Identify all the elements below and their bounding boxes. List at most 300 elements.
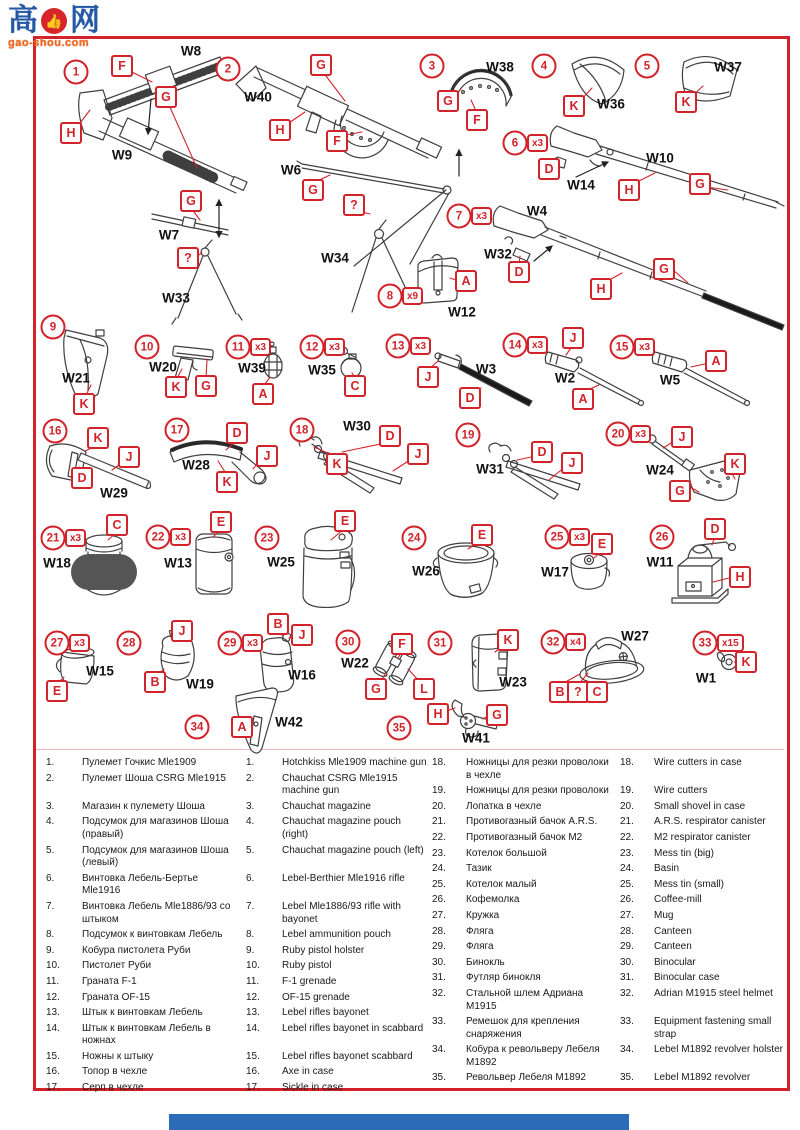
parts-list-row: [46, 801, 420, 814]
item-8-number-badge: 8: [378, 284, 403, 309]
parts-list-row: [46, 873, 420, 898]
part-label-W34: W34: [321, 250, 349, 266]
letter-code-G: G: [669, 480, 691, 502]
parts-list-row: [432, 863, 780, 876]
item-number: 32.: [620, 987, 634, 999]
item-name-ru: Серп в чехле: [82, 1082, 144, 1094]
letter-code-B: B: [267, 613, 289, 635]
part-label-W35: W35: [308, 362, 336, 378]
item-name-en: Small shovel in case: [654, 800, 746, 812]
item-number: 34.: [620, 1044, 634, 1056]
item-name-en: Ruby pistol holster: [282, 944, 365, 956]
letter-code-K: K: [724, 453, 746, 475]
item-number: 13.: [46, 1007, 60, 1019]
item-name-en: Lebel rifles bayonet: [282, 1007, 369, 1019]
item-number: 25.: [620, 878, 634, 890]
letter-code-G: G: [302, 179, 324, 201]
item-number: 26.: [432, 894, 446, 906]
item-32-quantity-badge: x4: [565, 633, 586, 651]
item-27-number-badge: 27: [45, 631, 70, 656]
item-number: 33.: [620, 1016, 634, 1028]
item-23-number-badge: 23: [255, 526, 280, 551]
parts-list-row: [432, 848, 780, 861]
parts-list-row: [46, 1082, 420, 1095]
item-name-en: Mess tin (small): [654, 878, 725, 890]
letter-code-J: J: [417, 366, 439, 388]
letter-code-G: G: [653, 258, 675, 280]
part-label-W33: W33: [162, 290, 190, 306]
letter-code-B: B: [549, 681, 571, 703]
item-name-ru: Фляга: [466, 941, 494, 953]
item-name-ru: Подсумок к винтовкам Лебель: [82, 929, 223, 941]
letter-code-D: D: [531, 441, 553, 463]
letter-code-C: C: [344, 375, 366, 397]
item-number: 31.: [620, 972, 634, 984]
item-name-ru: Пулемет Шоша CSRG Mle1915: [82, 772, 226, 784]
item-21-quantity-badge: x3: [65, 529, 86, 547]
item-number: 4.: [246, 816, 255, 828]
part-label-W36: W36: [597, 96, 625, 112]
item-name-en: Lebel M1892 revolver holster: [654, 1044, 783, 1056]
item-name-en: Mess tin (big): [654, 847, 715, 859]
parts-list-row: [432, 894, 780, 907]
item-name-ru: Ножны к штыку: [82, 1050, 154, 1062]
parts-list-row: [46, 1051, 420, 1064]
item-number: 32.: [432, 987, 446, 999]
parts-list-row: [46, 1022, 424, 1048]
letter-code-J: J: [671, 426, 693, 448]
item-name-ru: Футляр бинокля: [466, 972, 541, 984]
item-number: 35.: [620, 1072, 634, 1084]
item-number: 23.: [620, 847, 634, 859]
parts-list-row: [432, 757, 780, 782]
letter-code-J: J: [562, 327, 584, 349]
part-label-W1: W1: [695, 670, 717, 686]
item-name-en: Ruby pistol: [282, 960, 332, 972]
item-name-ru: Штык к винтовкам Лебель в ножнах: [82, 1022, 211, 1047]
letter-code-D: D: [508, 261, 530, 283]
part-label-W18: W18: [43, 555, 71, 571]
parts-list-row: [46, 976, 420, 989]
letter-code-E: E: [591, 533, 613, 555]
item-number: 11.: [46, 975, 60, 987]
item-name-en: Binocular: [654, 956, 696, 968]
parts-list-row: [432, 957, 780, 970]
parts-list-row: [432, 910, 780, 923]
item-22-quantity-badge: x3: [170, 528, 191, 546]
part-label-W32: W32: [484, 246, 512, 262]
item-number: 35.: [432, 1072, 446, 1084]
letter-code-E: E: [334, 510, 356, 532]
item-number: 21.: [620, 816, 634, 828]
letter-code-D: D: [459, 387, 481, 409]
parts-list-row: [46, 960, 420, 973]
part-label-W26: W26: [412, 563, 440, 579]
item-name-ru: Ножницы для резки проволоки в чехле: [466, 757, 609, 781]
parts-list-row: [46, 773, 420, 798]
item-number: 18.: [620, 757, 634, 768]
item-8-quantity-badge: x9: [402, 287, 423, 305]
item-name-ru: Топор в чехле: [82, 1066, 148, 1078]
item-13-quantity-badge: x3: [410, 337, 431, 355]
item-9-number-badge: 9: [41, 315, 66, 340]
part-label-W10: W10: [646, 150, 674, 166]
letter-code-G: G: [310, 54, 332, 76]
item-name-ru: Подсумок для магазинов Шоша (правый): [82, 816, 229, 840]
item-30-number-badge: 30: [336, 630, 361, 655]
letter-code-H: H: [729, 566, 751, 588]
parts-list-row: [432, 926, 780, 939]
letter-code-K: K: [563, 95, 585, 117]
item-number: 27.: [432, 909, 446, 921]
item-number: 16.: [46, 1066, 60, 1078]
item-name-ru: Револьвер Лебеля M1892: [466, 1072, 586, 1084]
letter-code-D: D: [704, 518, 726, 540]
parts-list-row: [432, 816, 780, 829]
letter-code-unknown: ?: [177, 247, 199, 269]
item-name-en: Lebel rifles bayonet scabbard: [282, 1050, 413, 1062]
part-label-W23: W23: [499, 674, 527, 690]
item-name-en: Chauchat CSRG Mle1915 machine gun: [282, 772, 398, 797]
item-number: 6.: [246, 872, 255, 884]
item-name-ru: Бинокль: [466, 956, 505, 968]
item-number: 30.: [432, 956, 446, 968]
part-label-W31: W31: [476, 461, 504, 477]
item-number: 7.: [246, 900, 255, 912]
item-name-en: Lebel rifles bayonet in scabbard: [282, 1022, 424, 1034]
letter-code-A: A: [252, 383, 274, 405]
part-label-W8: W8: [180, 43, 202, 59]
item-number: 31.: [432, 972, 446, 984]
part-label-W16: W16: [288, 667, 316, 683]
letter-code-K: K: [497, 629, 519, 651]
item-7-number-badge: 7: [447, 204, 472, 229]
item-25-number-badge: 25: [545, 525, 570, 550]
parts-list-row: [432, 832, 780, 845]
letter-code-G: G: [365, 678, 387, 700]
part-label-W4: W4: [526, 203, 548, 219]
letter-code-E: E: [471, 524, 493, 546]
item-number: 26.: [620, 894, 634, 906]
letter-code-A: A: [705, 350, 727, 372]
item-name-en: Binocular case: [654, 972, 720, 984]
item-number: 13.: [246, 1007, 260, 1019]
letter-code-B: B: [144, 671, 166, 693]
item-number: 27.: [620, 909, 634, 921]
item-name-ru: Винтовка Лебель-Бертье Mle1916: [82, 872, 199, 897]
item-number: 28.: [432, 925, 446, 937]
item-number: 12.: [46, 991, 60, 1003]
item-18-number-badge: 18: [290, 418, 315, 443]
item-number: 23.: [432, 847, 446, 859]
part-label-W42: W42: [275, 714, 303, 730]
parts-list-row: [432, 801, 780, 814]
parts-list-row: [432, 785, 780, 798]
item-name-ru: Пистолет Руби: [82, 960, 152, 972]
letter-code-D: D: [538, 158, 560, 180]
letter-code-F: F: [466, 109, 488, 131]
part-label-W3: W3: [475, 361, 497, 377]
item-name-en: Wire cutters: [654, 785, 708, 797]
item-33-quantity-badge: x15: [717, 634, 744, 652]
item-number: 6.: [46, 872, 55, 884]
parts-list-row: [432, 1072, 780, 1085]
letter-code-K: K: [735, 651, 757, 673]
item-name-en: Chauchat magazine: [282, 800, 371, 812]
letter-code-H: H: [618, 179, 640, 201]
item-name-en: M2 respirator canister: [654, 831, 751, 843]
part-label-W27: W27: [621, 628, 649, 644]
watermark-domain-text: gao-shou.com: [8, 37, 90, 49]
letter-code-J: J: [291, 624, 313, 646]
item-number: 5.: [246, 844, 255, 856]
item-15-quantity-badge: x3: [634, 338, 655, 356]
item-number: 9.: [46, 944, 55, 956]
item-name-ru: Тазик: [466, 863, 492, 875]
item-29-number-badge: 29: [218, 631, 243, 656]
item-number: 17.: [46, 1082, 60, 1094]
item-number: 22.: [620, 831, 634, 843]
item-number: 28.: [620, 925, 634, 937]
item-28-number-badge: 28: [117, 631, 142, 656]
letter-code-A: A: [572, 388, 594, 410]
item-16-number-badge: 16: [43, 419, 68, 444]
part-label-W38: W38: [486, 59, 514, 75]
part-label-W14: W14: [567, 177, 595, 193]
item-number: 10.: [246, 960, 260, 972]
item-number: 19.: [432, 785, 446, 797]
item-name-ru: Кобура пистолета Руби: [82, 944, 191, 956]
letter-code-K: K: [326, 453, 348, 475]
item-number: 22.: [432, 831, 446, 843]
item-26-number-badge: 26: [650, 525, 675, 550]
item-name-ru: Ремешок для крепления снаряжения: [466, 1016, 580, 1040]
letter-code-G: G: [195, 375, 217, 397]
parts-list-row: [432, 988, 780, 1013]
part-label-W20: W20: [149, 359, 177, 375]
letter-code-K: K: [73, 393, 95, 415]
letter-code-H: H: [427, 703, 449, 725]
parts-list-row: [46, 901, 420, 926]
item-25-quantity-badge: x3: [569, 528, 590, 546]
parts-list-items-1-17: [46, 757, 427, 1095]
letter-code-K: K: [165, 376, 187, 398]
parts-list-row: [46, 929, 420, 942]
parts-list: [46, 757, 786, 1095]
item-31-number-badge: 31: [428, 631, 453, 656]
letter-code-F: F: [391, 633, 413, 655]
letter-code-E: E: [210, 511, 232, 533]
part-label-W21: W21: [62, 370, 90, 386]
logo-cn-character: 网: [70, 4, 100, 37]
item-number: 15.: [46, 1050, 60, 1062]
item-number: 34.: [432, 1044, 446, 1056]
item-35-number-badge: 35: [387, 716, 412, 741]
item-1-number-badge: 1: [64, 60, 89, 85]
item-name-en: Hotchkiss Mle1909 machine gun: [282, 757, 427, 768]
part-label-W30: W30: [343, 418, 371, 434]
item-name-ru: Стальной шлем Адриана M1915: [466, 987, 584, 1012]
letter-code-K: K: [675, 91, 697, 113]
letter-code-A: A: [231, 716, 253, 738]
item-name-en: Basin: [654, 863, 680, 875]
item-name-en: OF-15 grenade: [282, 991, 350, 1003]
item-number: 5.: [46, 844, 55, 856]
item-number: 18.: [432, 757, 446, 768]
item-name-ru: Кобура к револьверу Лебеля M1892: [466, 1044, 600, 1068]
item-name-ru: Подсумок для магазинов Шоша (левый): [82, 844, 229, 869]
item-name-ru: Штык к винтовкам Лебель: [82, 1007, 203, 1019]
item-number: 30.: [620, 956, 634, 968]
item-name-en: Lebel-Berthier Mle1916 rifle: [282, 872, 405, 884]
item-19-number-badge: 19: [456, 423, 481, 448]
item-name-ru: Пулемет Гочкис Mle1909: [82, 757, 197, 768]
item-number: 2.: [246, 772, 255, 784]
letter-code-J: J: [118, 446, 140, 468]
item-14-number-badge: 14: [503, 333, 528, 358]
item-name-en: Equipment fastening small strap: [654, 1016, 772, 1040]
item-name-ru: Лопатка в чехле: [466, 800, 542, 812]
item-29-quantity-badge: x3: [242, 634, 263, 652]
item-5-number-badge: 5: [635, 54, 660, 79]
item-number: 8.: [46, 929, 55, 941]
letter-code-G: G: [437, 90, 459, 112]
item-name-en: Lebel ammunition pouch: [282, 929, 391, 941]
item-3-number-badge: 3: [420, 54, 445, 79]
letter-code-K: K: [216, 471, 238, 493]
item-number: 1.: [246, 757, 255, 768]
parts-list-row: [46, 844, 424, 870]
item-name-ru: Граната OF-15: [82, 991, 150, 1003]
item-name-ru: Противогазный бачок M2: [466, 831, 583, 843]
item-name-ru: Котелок большой: [466, 847, 547, 859]
part-label-W2: W2: [554, 370, 576, 386]
parts-list-items-18-35: [432, 757, 783, 1095]
part-label-W28: W28: [182, 457, 210, 473]
letter-code-H: H: [590, 278, 612, 300]
parts-list-row: [46, 992, 420, 1005]
item-22-number-badge: 22: [146, 525, 171, 550]
item-name-ru: Противогазный бачок A.R.S.: [466, 816, 598, 828]
item-number: 19.: [620, 785, 634, 797]
item-name-en: Sickle in case: [282, 1082, 344, 1094]
item-name-en: F-1 grenade: [282, 975, 337, 987]
item-number: 4.: [46, 816, 55, 828]
item-21-number-badge: 21: [41, 526, 66, 551]
item-name-en: Mug: [654, 909, 674, 921]
parts-list-row: [432, 879, 780, 892]
item-27-quantity-badge: x3: [69, 634, 90, 652]
item-number: 9.: [246, 944, 255, 956]
letter-code-J: J: [407, 443, 429, 465]
item-name-en: Canteen: [654, 925, 692, 937]
letter-code-unknown: ?: [567, 681, 589, 703]
part-label-W7: W7: [158, 227, 180, 243]
part-label-W9: W9: [111, 147, 133, 163]
item-number: 1.: [46, 757, 55, 768]
footer-watermark-bar: [169, 1114, 629, 1130]
parts-list-row: [432, 972, 780, 985]
letter-code-J: J: [561, 452, 583, 474]
item-34-number-badge: 34: [185, 715, 210, 740]
part-label-W39: W39: [238, 360, 266, 376]
letter-code-J: J: [256, 445, 278, 467]
letter-code-D: D: [379, 425, 401, 447]
thumbs-up-icon: 👍: [41, 8, 67, 34]
letter-code-G: G: [155, 86, 177, 108]
item-17-number-badge: 17: [165, 418, 190, 443]
part-label-W15: W15: [86, 663, 114, 679]
letter-code-unknown: ?: [343, 194, 365, 216]
item-name-en: Lebel M1892 revolver: [654, 1072, 751, 1084]
item-11-number-badge: 11: [226, 335, 251, 360]
item-name-ru: Граната F-1: [82, 975, 137, 987]
letter-code-G: G: [180, 190, 202, 212]
item-24-number-badge: 24: [402, 526, 427, 551]
item-number: 8.: [246, 929, 255, 941]
watermark-logo: [8, 6, 100, 49]
letter-code-C: C: [586, 681, 608, 703]
item-number: 21.: [432, 816, 446, 828]
item-number: 7.: [46, 900, 55, 912]
item-name-en: A.R.S. respirator canister: [654, 816, 766, 828]
parts-list-row: [46, 816, 420, 841]
item-number: 14.: [46, 1022, 60, 1034]
item-name-en: Canteen: [654, 941, 692, 953]
item-name-en: Chauchat magazine pouch (right): [282, 816, 401, 840]
item-number: 24.: [620, 863, 634, 875]
item-name-en: Wire cutters in case: [654, 757, 742, 768]
item-number: 29.: [620, 941, 634, 953]
part-label-W37: W37: [714, 59, 742, 75]
item-33-number-badge: 33: [693, 631, 718, 656]
letter-code-J: J: [171, 620, 193, 642]
item-name-en: Axe in case: [282, 1066, 334, 1078]
parts-list-row: [432, 1016, 780, 1041]
part-label-W40: W40: [244, 89, 272, 105]
item-number: 12.: [246, 991, 260, 1003]
item-name-ru: Ножницы для резки проволоки: [466, 785, 609, 797]
part-label-W11: W11: [646, 554, 674, 570]
item-6-number-badge: 6: [503, 131, 528, 156]
part-label-W24: W24: [646, 462, 674, 478]
letter-code-C: C: [106, 514, 128, 536]
part-label-W29: W29: [100, 485, 128, 501]
item-name-ru: Кофемолка: [466, 894, 520, 906]
item-name-ru: Фляга: [466, 925, 494, 937]
item-6-quantity-badge: x3: [527, 134, 548, 152]
parts-list-row: [46, 1007, 420, 1020]
item-number: 29.: [432, 941, 446, 953]
item-12-number-badge: 12: [300, 335, 325, 360]
letter-code-A: A: [455, 270, 477, 292]
item-name-en: Lebel Mle1886/93 rifle with bayonet: [282, 900, 401, 925]
item-14-quantity-badge: x3: [527, 336, 548, 354]
letter-code-K: K: [87, 427, 109, 449]
item-number: 16.: [246, 1066, 260, 1078]
item-12-quantity-badge: x3: [324, 338, 345, 356]
item-10-number-badge: 10: [135, 335, 160, 360]
letter-code-D: D: [71, 467, 93, 489]
letter-code-F: F: [326, 130, 348, 152]
item-number: 17.: [246, 1082, 260, 1094]
item-number: 25.: [432, 878, 446, 890]
part-label-W19: W19: [186, 676, 214, 692]
item-20-number-badge: 20: [606, 422, 631, 447]
item-20-quantity-badge: x3: [630, 425, 651, 443]
parts-list-row: [432, 1044, 783, 1069]
item-name-en: Adrian M1915 steel helmet: [654, 987, 773, 999]
